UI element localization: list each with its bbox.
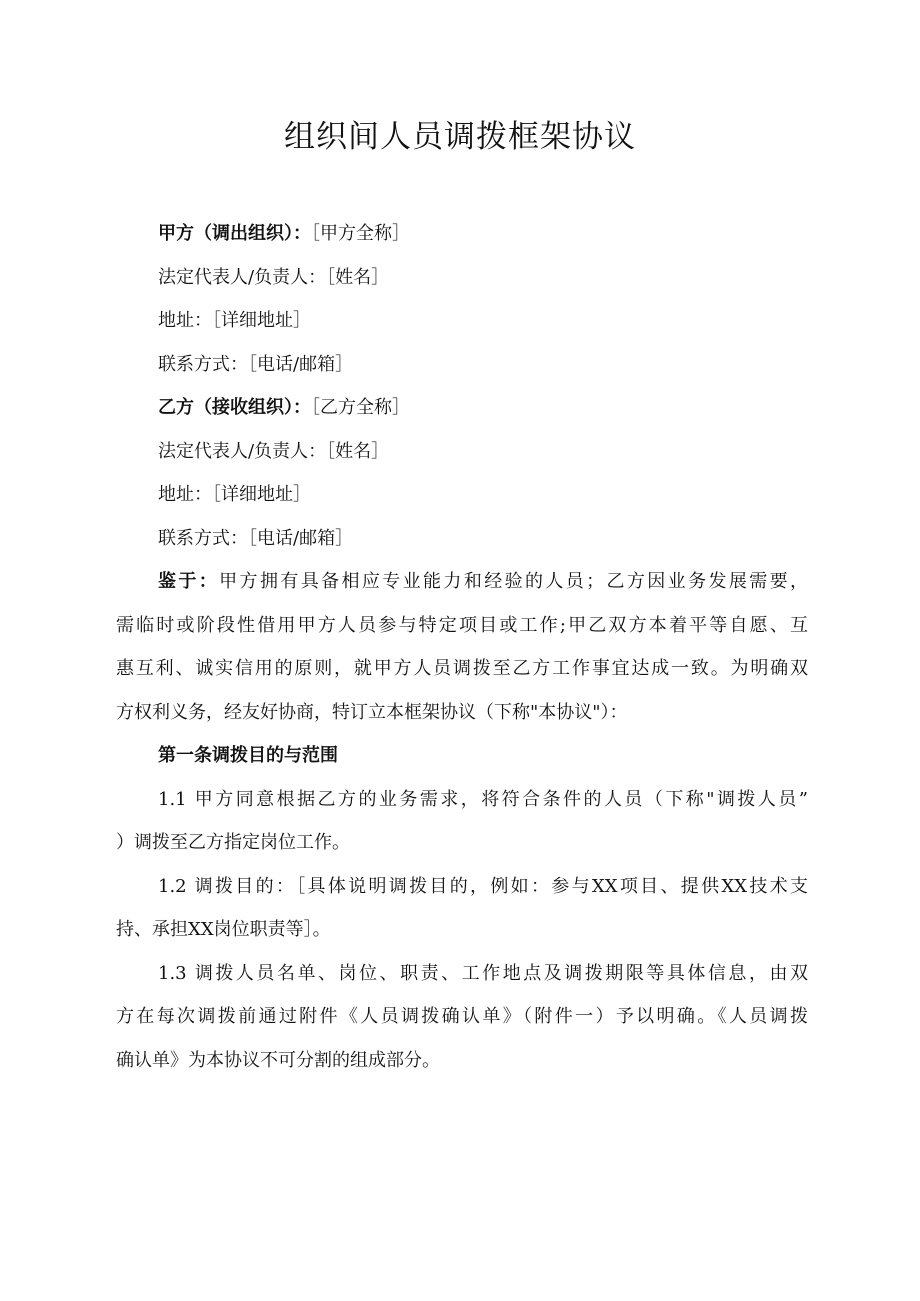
party-a-contact: 联系方式：［电话/邮箱］ [158, 353, 354, 375]
whereas-line-2: 需临时或阶段性借用甲方人员参与特定项目或工作;甲乙双方本着平等自愿、互 [116, 614, 808, 636]
party-a-address: 地址：［详细地址］ [158, 310, 311, 331]
party-b-label: 乙方（接收组织）： [158, 397, 311, 418]
party-b-name: ［乙方全称］ [311, 397, 410, 418]
clause-1-3-line-1: 1.3 调拨人员名单、岗位、职责、工作地点及调拨期限等具体信息，由双 [158, 962, 808, 984]
article-1-heading: 第一条调拨目的与范围 [158, 745, 338, 766]
whereas-line-4: 方权利义务，经友好协商，特订立本框架协议（下称"本协议"）： [116, 701, 628, 723]
party-b-line [116, 386, 808, 430]
clause-1-2-line-1: 1.2 调拨目的：［具体说明调拨目的，例如：参与XX项目、提供XX技术支 [158, 875, 808, 897]
whereas-line-3: 惠互利、诚实信用的原则，就甲方人员调拨至乙方工作事宜达成一致。为明确双 [116, 658, 808, 679]
clause-1-1-line-1: 1.1 甲方同意根据乙方的业务需求，将符合条件的人员（下称"调拨人员” [158, 788, 808, 810]
clause-1-1-line-2: ）调拨至乙方指定岗位工作。 [116, 832, 350, 853]
clause-1-2-line-2: 持、承担XX岗位职责等］。 [116, 919, 331, 940]
party-b-contact: 联系方式：［电话/邮箱］ [158, 527, 354, 549]
clause-1-3-line-3: 确认单》为本协议不可分割的组成部分。 [116, 1049, 440, 1071]
party-a-rep: 法定代表人/负责人：［姓名］ [158, 266, 390, 288]
party-b-address: 地址：［详细地址］ [158, 484, 311, 505]
whereas-line-1 [116, 560, 808, 604]
whereas-label: 鉴于： [158, 571, 220, 592]
party-a-line [116, 212, 808, 256]
clause-1-3-line-2: 方在每次调拨前通过附件《人员调拨确认单》（附件一）予以明确。《人员调拨 [116, 1006, 808, 1027]
whereas-text-1: 甲方拥有具备相应专业能力和经验的人员；乙方因业务发展需要， [219, 571, 808, 592]
document-body [116, 212, 808, 1082]
party-a-name: ［甲方全称］ [311, 223, 410, 244]
document-title: 组织间人员调拨框架协议 [284, 119, 636, 155]
party-b-rep: 法定代表人/负责人：［姓名］ [158, 440, 390, 462]
party-a-label: 甲方（调出组织）： [158, 223, 311, 244]
